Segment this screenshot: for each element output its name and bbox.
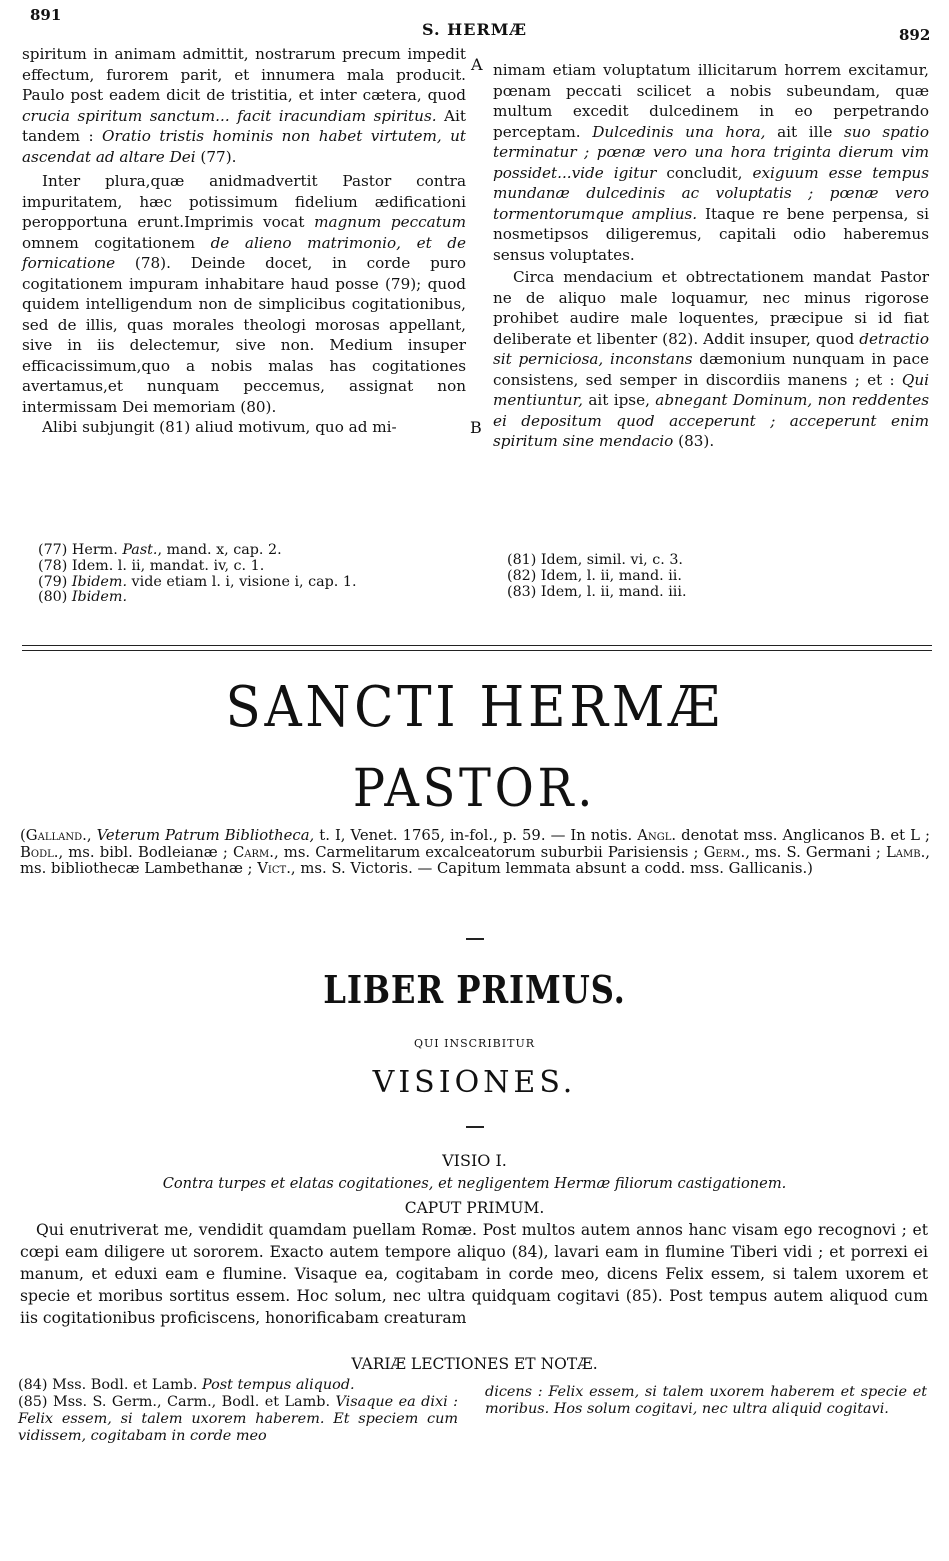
separator-dash-1 — [466, 938, 484, 940]
variae-right: dicens : Felix essem, si talem uxorem haberem et specie et moribus. Hos solum cogitavi, nec ultra aliquid cogitavi. — [485, 1384, 927, 1417]
footnote-82: (82) Idem, l. ii, mand. ii. — [507, 567, 682, 584]
left-paragraph-2: Inter plura,quæ anidmadvertit Pastor contra impuritatem, hæc potissimum fidelium ædificationi peropportuna erunt.Imprimis vocat magnum peccatum omnem cogitationem de alieno matrimonio, et de fornicatione (78). Deinde docet, in corde puro cogitationem impuram inhabitare haud posse (79); quod quidem intelligendum non de simplicibus cogitationibus, sed de illis, quas morales theologi morosas appellant, sive in iis delectemur, sive non. Medium insuper efficacissimum,quo a nobis malas has cogitationes avertamus,et nunquam peccemus, assignat non intermissam Dei memoriam (80). — [22, 172, 466, 416]
separator-dash-2 — [466, 1126, 484, 1128]
book-subtitle: QUI INSCRIBITUR — [414, 1037, 535, 1050]
right-paragraph-1: nimam etiam voluptatum illicitarum horrem excitamur, pœnam peccati scilicet a nobis subeundam, quæ multum excedit dulcedinem in eo perpetrando perceptam. Dulcedinis una hora, ait ille suo spatio terminatur ; pœnæ vero una hora triginta dierum vim possidet...vide igitur concludit, exiguum esse tempus mundanæ dulcedinis ac voluptatis ; pœnæ vero tormentorumque amplius. Itaque re bene perpensa, si nosmetipsos diligeremus, capitali odio haberemus sensus voluptates. — [493, 61, 929, 264]
intro-note: (Galland., Veterum Patrum Bibliotheca, t. I, Venet. 1765, in-fol., p. 59. — In notis. Angl. denotat mss. Anglicanos B. et L ; Bodl., ms. bibl. Bodleianæ ; Carm., ms. Carmelitarum excalceatorum suburbii Parisiensis ; Germ., ms. S. Germani ; Lamb., ms. bibliothecæ Lambethanæ ; Vict., ms. S. Victoris. — Capitum lemmata absunt a codd. mss. Gallicanis.) — [20, 827, 930, 877]
footnote-81: (81) Idem, simil. vi, c. 3. — [507, 552, 683, 568]
divider-rule-top — [22, 645, 932, 646]
variant-note-85: (85) Mss. S. Germ., Carm., Bodl. et Lamb. Visaque ea dixi : Felix essem, si talem uxorem haberem. Et speciem cum vidissem, cogitabam in corde meo — [18, 1394, 458, 1444]
left-paragraph-3: Alibi subjungit (81) aliud motivum, quo ad mi- — [42, 418, 397, 436]
margin-letter-b: B — [470, 418, 482, 437]
book-title: LIBER PRIMUS. — [323, 967, 626, 1012]
right-page-number: 892 — [899, 26, 931, 44]
footnotes-right — [507, 553, 687, 600]
visio-text: Qui enutriverat me, vendidit quamdam puellam Romæ. Post multos autem annos hanc visam ego recognovi ; et cœpi eam diligere ut sororem. Exacto autem tempore aliquo (84), lavari eam in flumine Tiberi vidi ; et porrexi ei manum, et eduxi eam e flumine. Visaque ea, cogitabam in corde meo, dicens Felix essem, si talem uxorem et specie et moribus sortitus essem. Hoc solum, nec ultra quidquam cogitavi (85). Post tempus autem aliquod cum iis cogitationibus proficiscens, honorificabam creaturam — [20, 1221, 928, 1327]
main-title-line-1: SANCTI HERMÆ — [225, 675, 724, 740]
left-page-number: 891 — [30, 6, 62, 24]
visio-summary: Contra turpes et elatas cogitationes, et negligentem Hermæ filiorum castigationem. — [162, 1175, 787, 1192]
main-title-line-2: PASTOR. — [352, 759, 597, 819]
footnote-83: (83) Idem, l. ii, mand. iii. — [507, 583, 687, 600]
divider-rule-bottom — [22, 650, 932, 651]
footnotes-left — [38, 543, 357, 606]
margin-letter-a: A — [471, 55, 483, 74]
variant-note-84: (84) Mss. Bodl. et Lamb. Post tempus aliquod. — [18, 1377, 355, 1393]
book-name: VISIONES. — [372, 1065, 577, 1100]
visio-heading: VISIO I. — [442, 1151, 507, 1170]
footnote-78: (78) Idem. l. ii, mandat. iv, c. 1. — [38, 557, 265, 574]
variae-left — [18, 1377, 458, 1445]
left-paragraph-1: spiritum in animam admittit, nostrarum precum impedit effectum, furorem parit, et innumera mala producit. Paulo post eadem dicit de tristitia, et inter cætera, quod crucia spiritum sanctum... facit iracundiam spiritus. Ait tandem : Oratio tristis hominis non habet virtutem, ut ascendat ad altare Dei (77). — [22, 45, 466, 166]
right-paragraph-2: Circa mendacium et obtrectationem mandat Pastor ne de aliquo male loquamur, nec minus rigorose prohibet audire male loquentes, præcipue si id fiat deliberate et libenter (82). Addit insuper, quod detractio sit perniciosa, inconstans dæmonium nunquam in pace consistens, sed semper in discordiis manens ; et : Qui mentiuntur, ait ipse, abnegant Dominum, non reddentes ei depositum quod acceperunt ; acceperunt enim spiritum sine mendacio (83). — [493, 268, 929, 450]
variae-heading: VARIÆ LECTIONES ET NOTÆ. — [351, 1355, 598, 1373]
footnote-80: (80) Ibidem. — [38, 589, 127, 606]
running-title: S. HERMÆ — [422, 20, 527, 39]
caput-heading: CAPUT PRIMUM. — [404, 1199, 545, 1217]
right-column — [493, 60, 929, 452]
footnote-77: (77) Herm. Past., mand. x, cap. 2. — [38, 542, 282, 558]
footnote-79: (79) Ibidem. vide etiam l. i, visione i, cap. 1. — [38, 573, 357, 590]
left-column — [22, 44, 466, 438]
